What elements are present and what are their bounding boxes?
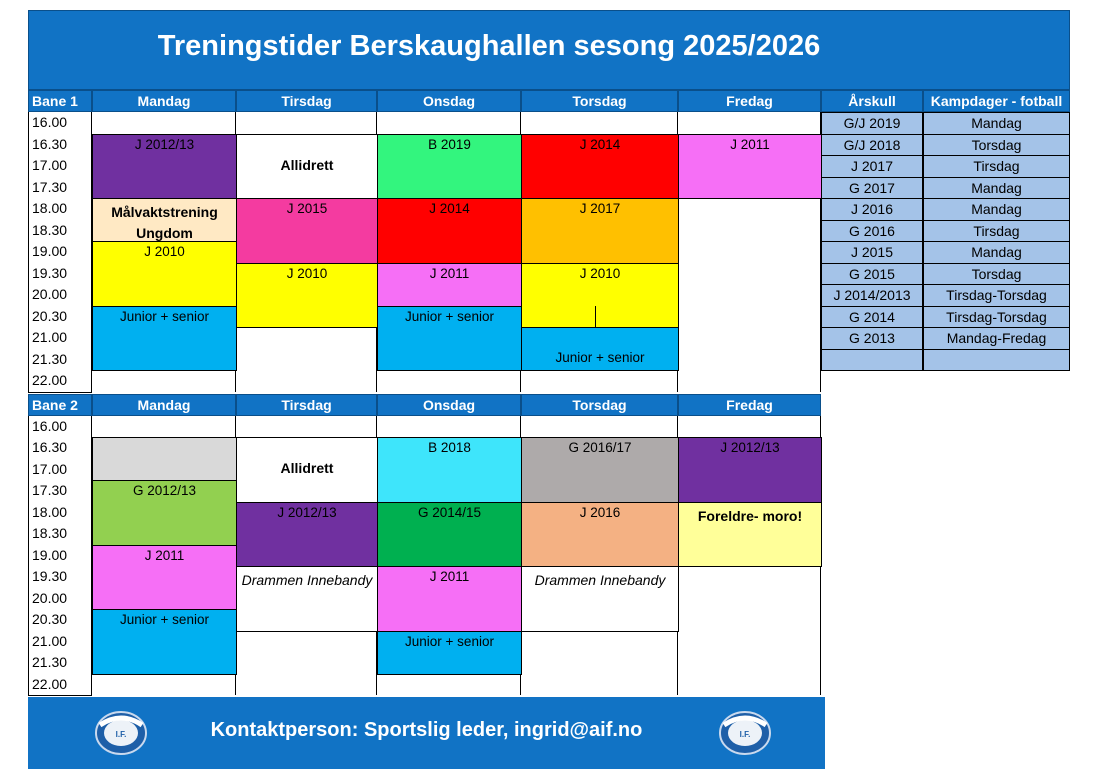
- time-label: 17.00: [28, 155, 92, 178]
- time-label: 21.30: [28, 349, 92, 372]
- schedule-block: Junior + senior: [377, 306, 522, 372]
- side-cell-kampdag: Mandag: [923, 198, 1070, 221]
- time-label: 22.00: [28, 370, 92, 393]
- schedule-block: B 2019: [377, 134, 522, 200]
- schedule-block: J 2017: [521, 198, 679, 264]
- schedule-block: G 2016/17: [521, 437, 679, 503]
- side-cell-arskull: J 2016: [821, 198, 923, 221]
- time-label: 19.00: [28, 545, 92, 568]
- side-cell-kampdag: Mandag: [923, 177, 1070, 200]
- side-cell-kampdag: Tirsdag: [923, 220, 1070, 243]
- time-label: 20.30: [28, 306, 92, 329]
- day-header-mandag: Mandag: [92, 90, 236, 112]
- time-label: 16.30: [28, 134, 92, 157]
- schedule-block: J 2010: [92, 241, 237, 307]
- side-cell-kampdag: Tirsdag-Torsdag: [923, 284, 1070, 307]
- schedule-block: Junior + senior: [521, 327, 679, 371]
- time-label: 20.00: [28, 284, 92, 307]
- schedule-block: J 2012/13: [236, 502, 378, 568]
- schedule-block: Junior + senior: [92, 306, 237, 372]
- schedule-block: J 2012/13: [92, 134, 237, 200]
- side-cell-kampdag: Mandag: [923, 241, 1070, 264]
- schedule-block: J 2011: [678, 134, 822, 200]
- day-header-tirsdag: Tirsdag: [236, 394, 377, 416]
- page-title: Treningstider Berskaughallen sesong 2025/2026: [157, 30, 821, 62]
- time-label: 18.30: [28, 220, 92, 243]
- side-cell-arskull: [821, 349, 923, 372]
- side-cell-kampdag: Tirsdag-Torsdag: [923, 306, 1070, 329]
- side-cell-arskull: J 2017: [821, 155, 923, 178]
- time-label: 16.00: [28, 416, 92, 439]
- schedule-block: Drammen Innebandy: [521, 566, 679, 632]
- side-cell-arskull: J 2015: [821, 241, 923, 264]
- day-header-torsdag: Torsdag: [521, 90, 678, 112]
- side-cell-kampdag: Torsdag: [923, 134, 1070, 157]
- schedule-block: J 2011: [377, 566, 522, 632]
- time-label: 19.30: [28, 566, 92, 589]
- club-logo-icon: [718, 709, 772, 757]
- side-cell-arskull: G/J 2018: [821, 134, 923, 157]
- svg-text:I.F.: I.F.: [115, 730, 127, 739]
- svg-text:I.F.: I.F.: [739, 730, 751, 739]
- schedule-block: J 2010: [521, 263, 679, 329]
- side-cell-kampdag: Torsdag: [923, 263, 1070, 286]
- schedule-block: G 2014/15: [377, 502, 522, 568]
- time-label: 16.00: [28, 112, 92, 135]
- side-cell-arskull: G 2017: [821, 177, 923, 200]
- side-header-kampdager: Kampdager - fotball: [923, 90, 1070, 112]
- side-cell-kampdag: Mandag: [923, 112, 1070, 135]
- contact-text: Kontaktperson: Sportslig leder, ingrid@aif.no: [210, 719, 643, 741]
- bane-label: Bane 1: [28, 90, 92, 112]
- time-label: 17.30: [28, 480, 92, 503]
- schedule-block: Målvaktstrening Ungdom: [92, 198, 237, 242]
- schedule-block: Junior + senior: [92, 609, 237, 675]
- side-cell-arskull: G 2015: [821, 263, 923, 286]
- day-header-tirsdag: Tirsdag: [236, 90, 377, 112]
- side-cell-arskull: J 2014/2013: [821, 284, 923, 307]
- schedule-block: G 2012/13: [92, 480, 237, 546]
- time-label: 18.00: [28, 198, 92, 221]
- footer: [28, 697, 825, 769]
- time-label: 19.30: [28, 263, 92, 286]
- schedule-block: J 2012/13: [678, 437, 822, 503]
- time-label: 18.30: [28, 523, 92, 546]
- schedule-block: J 2011: [377, 263, 522, 307]
- time-label: 17.30: [28, 177, 92, 200]
- side-cell-arskull: G 2013: [821, 327, 923, 350]
- schedule-block: Foreldre- moro!: [678, 502, 822, 568]
- side-cell-kampdag: [923, 349, 1070, 372]
- time-label: 17.00: [28, 459, 92, 482]
- title-bar: [28, 10, 1070, 90]
- day-header-torsdag: Torsdag: [521, 394, 678, 416]
- side-cell-arskull: G/J 2019: [821, 112, 923, 135]
- time-label: 19.00: [28, 241, 92, 264]
- time-label: 22.00: [28, 674, 92, 697]
- time-label: 16.30: [28, 437, 92, 460]
- schedule-block: J 2016: [521, 502, 679, 568]
- day-header-onsdag: Onsdag: [377, 90, 521, 112]
- schedule-block: J 2014: [377, 198, 522, 264]
- side-header-arskull: Årskull: [821, 90, 923, 112]
- day-header-fredag: Fredag: [678, 90, 821, 112]
- time-label: 18.00: [28, 502, 92, 525]
- schedule-block: J 2015: [236, 198, 378, 264]
- schedule-block: Drammen Innebandy: [236, 566, 378, 632]
- bane-label: Bane 2: [28, 394, 92, 416]
- schedule-block-notch: [521, 306, 596, 328]
- schedule-block: [92, 437, 237, 481]
- schedule-block: J 2010: [236, 263, 378, 329]
- time-label: 20.30: [28, 609, 92, 632]
- side-cell-kampdag: Mandag-Fredag: [923, 327, 1070, 350]
- side-cell-arskull: G 2014: [821, 306, 923, 329]
- time-label: 21.00: [28, 327, 92, 350]
- schedule-block: Allidrett: [236, 134, 378, 200]
- schedule-block: J 2014: [521, 134, 679, 200]
- schedule-block: Allidrett: [236, 437, 378, 503]
- day-header-onsdag: Onsdag: [377, 394, 521, 416]
- schedule-block: J 2011: [92, 545, 237, 611]
- schedule-block: Junior + senior: [377, 631, 522, 675]
- side-cell-arskull: G 2016: [821, 220, 923, 243]
- schedule-block: B 2018: [377, 437, 522, 503]
- time-label: 21.30: [28, 652, 92, 675]
- side-cell-kampdag: Tirsdag: [923, 155, 1070, 178]
- time-label: 20.00: [28, 588, 92, 611]
- day-header-mandag: Mandag: [92, 394, 236, 416]
- time-label: 21.00: [28, 631, 92, 654]
- day-header-fredag: Fredag: [678, 394, 821, 416]
